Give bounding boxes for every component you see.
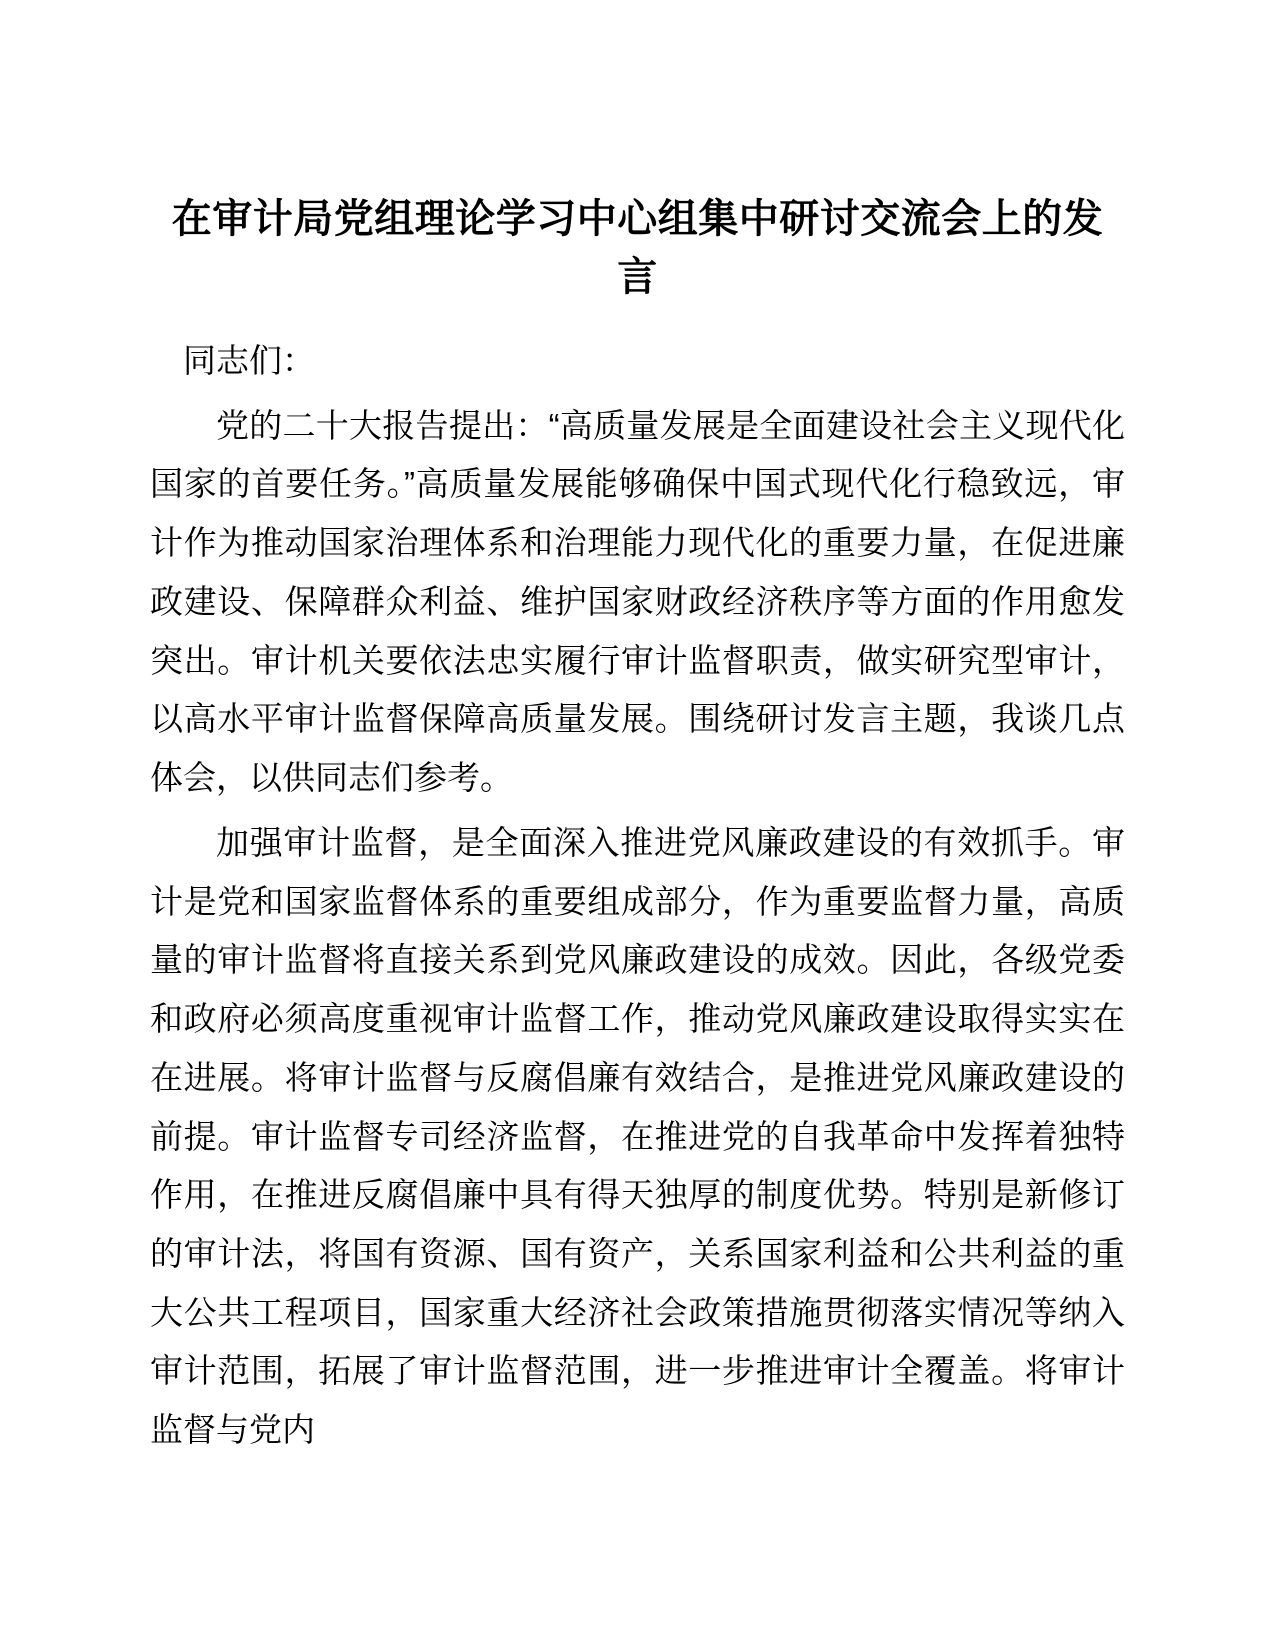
page-title: 在审计局党组理论学习中心组集中研讨交流会上的发言 <box>171 197 1104 299</box>
paragraph-body-1: 党的二十大报告提出：“高质量发展是全面建设社会主义现代化国家的首要任务。”高质量发展能够确保中国式现代化行稳致远，审计作为推动国家治理体系和治理能力现代化的重要力量，在促进廉政建设、保障群众利益、维护国家财政经济秩序等方面的作用愈发突出。审计机关要依法忠实履行审计监督职责，做实研究型审计，以高水平审计监督保障高质量发展。围绕研讨发言主题，我谈几点体会，以供同志们参考。 <box>150 406 1125 797</box>
paragraph-body-2: 加强审计监督，是全面深入推进党风廉政建设的有效抓手。审计是党和国家监督体系的重要组成部分，作为重要监督力量，高质量的审计监督将直接关系到党风廉政建设的成效。因此，各级党委和政府必须高度重视审计监督工作，推动党风廉政建设取得实实在在进展。将审计监督与反腐倡廉有效结合，是推进党风廉政建设的前提。审计监督专司经济监督，在推进党的自我革命中发挥着独特作用，在推进反腐倡廉中具有得天独厚的制度优势。特别是新修订的审计法，将国有资源、国有资产，关系国家利益和公共利益的重大公共工程项目，国家重大经济社会政策措施贯彻落实情况等纳入审计范围，拓展了审计监督范围，进一步推进审计全覆盖。将审计监督与党内 <box>150 823 1125 1449</box>
paragraph-salutation: 同志们： <box>183 342 315 379</box>
